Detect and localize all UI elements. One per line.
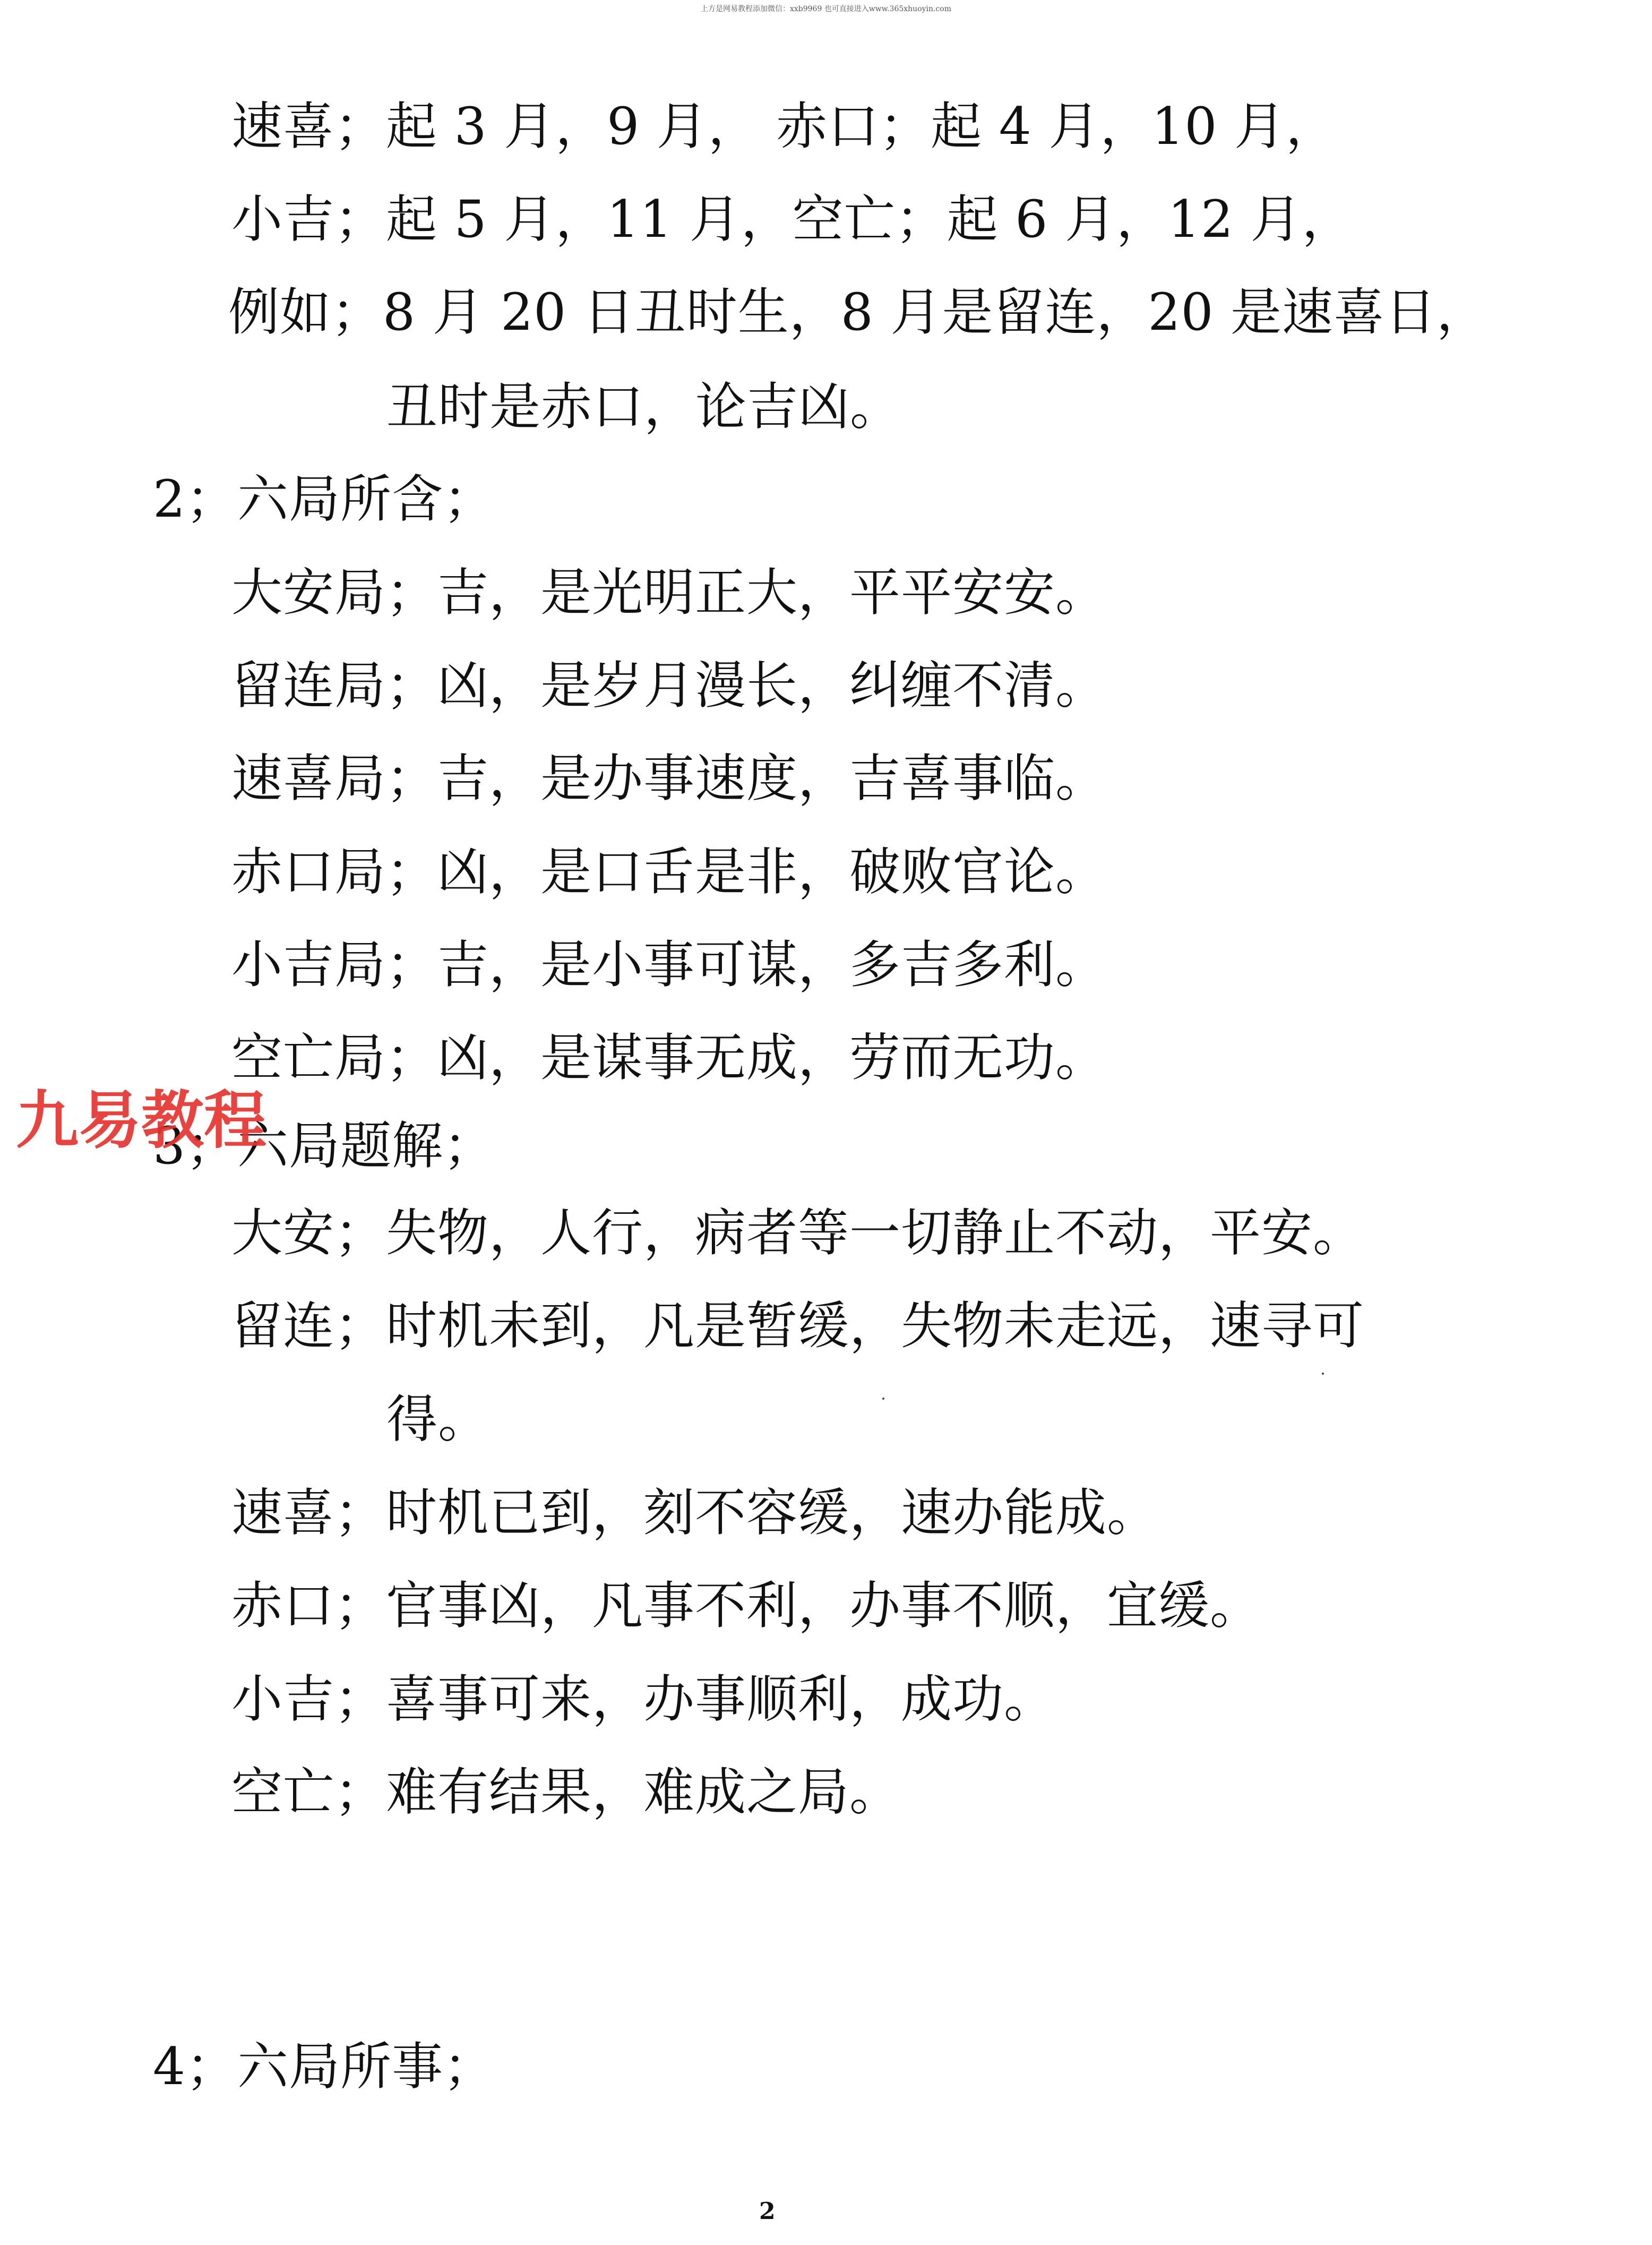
text-line: 速喜；时机已到，刻不容缓，速办能成。 [231, 1483, 1158, 1543]
text-line: 大安局；吉，是光明正大，平平安安。 [231, 563, 1107, 622]
text-line: 得。 [386, 1390, 489, 1449]
text-line: 空亡；难有结果，难成之局。 [231, 1762, 901, 1822]
text-line: 小吉；起 5 月，11 月，空亡；起 6 月，12 月， [231, 190, 1354, 249]
text-line: 留连；时机未到，凡是暂缓，失物未走远，速寻可 [231, 1296, 1364, 1356]
watermark: 九易教程 [16, 1084, 267, 1157]
text-line: 空亡局；凶，是谋事无成，劳而无功。 [231, 1028, 1107, 1087]
section-heading: 3；六局题解； [153, 1116, 495, 1176]
text-line: 速喜；起 3 月，9 月， 赤口；起 4 月，10 月， [231, 97, 1337, 156]
text-line: 大安；失物，人行，病者等一切静止不动，平安。 [231, 1203, 1364, 1263]
section-heading: 2；六局所含； [153, 469, 495, 529]
text-line: 速喜局；吉，是办事速度，吉喜事临。 [231, 749, 1107, 808]
header-note: 上方是网易教程添加微信：xxb9969 也可直接进入www.365xhuoyin.com [700, 5, 952, 13]
scan-speck [882, 1398, 884, 1400]
text-line: 小吉局；吉，是小事可谋，多吉多利。 [231, 935, 1107, 995]
scan-speck [1322, 1373, 1324, 1375]
page-number: 2 [759, 2198, 776, 2225]
text-line: 小吉；喜事可来，办事顺利，成功。 [231, 1669, 1055, 1729]
text-line: 丑时是赤口，论吉凶。 [386, 377, 901, 436]
text-line: 留连局；凶，是岁月漫长，纠缠不清。 [231, 656, 1107, 715]
text-line: 例如；8 月 20 日丑时生，8 月是留连，20 是速喜日， [228, 282, 1488, 342]
section-heading: 4；六局所事； [153, 2037, 495, 2096]
text-line: 赤口局；凶，是口舌是非，破败官论。 [231, 842, 1107, 902]
text-line: 赤口；官事凶，凡事不利，办事不顺，宜缓。 [231, 1576, 1261, 1635]
